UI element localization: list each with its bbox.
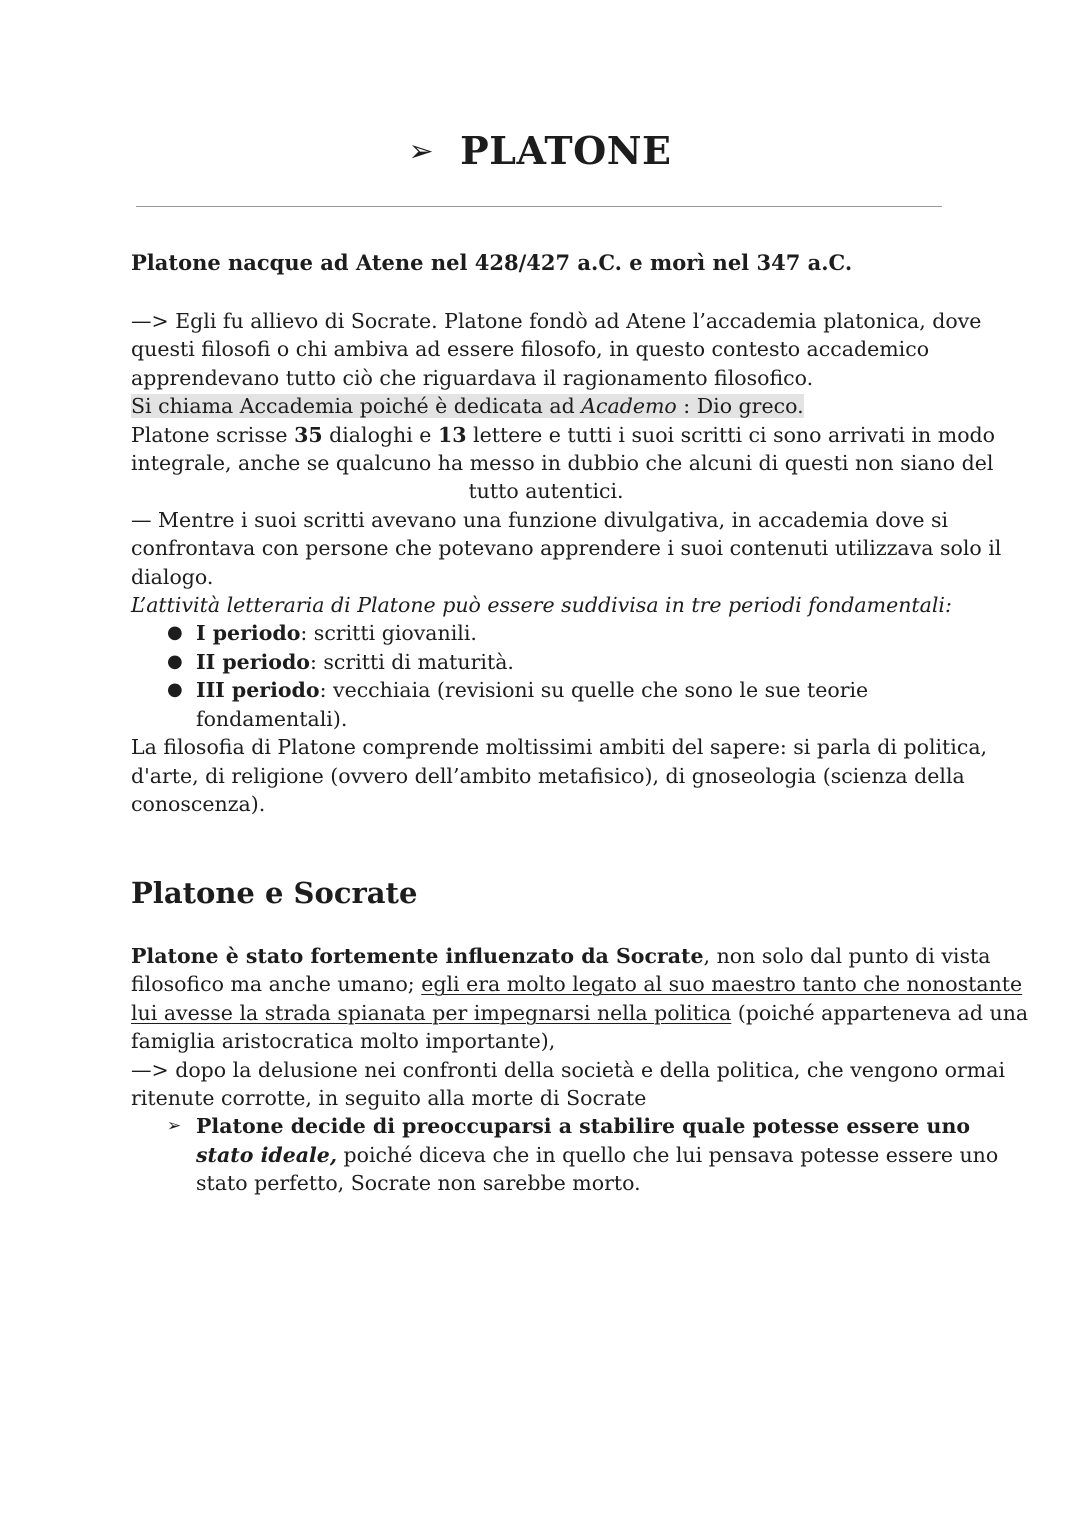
bullet-icon: ● (167, 622, 183, 644)
ideal-state-item: ➢ Platone decide di preoccuparsi a stabilire quale potesse essere uno stato ideale, poiché diceva che in quello che lui pensava potesse essere uno stato perfetto, Socrate non sarebbe morto. (167, 1114, 999, 1196)
list-item: ● III periodo: vecchiaia (revisioni su quelle che sono le sue teorie fondamentali). (167, 678, 869, 731)
list-item: ● I periodo: scritti giovanili. (131, 619, 961, 647)
arrow-bullet-icon: ➢ (408, 134, 435, 169)
paragraph-disappointment: —> dopo la delusione nei confronti della società e della politica, che vengono ormai ritenute corrotte, in seguito alla morte di Socrate (131, 1057, 1006, 1111)
highlighted-sentence: Si chiama Accademia poiché è dedicata ad Academo : Dio greco. (131, 394, 804, 419)
document-title (0, 128, 1080, 178)
arrow-bullet-icon: ➢ (167, 1116, 182, 1137)
title-text: PLATONE (460, 128, 672, 173)
intro-sentence: Platone nacque ad Atene nel 428/427 a.C. e morì nel 347 a.C. (131, 250, 853, 275)
title-divider (136, 206, 942, 207)
section2-body (131, 942, 1029, 1198)
paragraph-dialogue: — Mentre i suoi scritti avevano una funzione divulgativa, in accademia dove si confrontava con persone che potevano apprendere i suoi contenuti utilizzava solo il dialogo. (131, 507, 1002, 589)
section-heading: Platone e Socrate (131, 876, 418, 910)
paragraph-philosophy: La filosofia di Platone comprende moltissimi ambiti del sapere: si parla di politica, d'arte, di religione (ovvero dell’ambito metafisico), di gnoseologia (scienza della conoscenza). (131, 735, 988, 816)
section1-body (131, 307, 1002, 818)
paragraph-influence: Platone è stato fortemente influenzato da Socrate, non solo dal punto di vista filosofico ma anche umano; egli era molto legato al suo maestro tanto che nonostante lui avesse la strada spianata per impegnarsi nella politica (poiché apparteneva ad una famiglia aristocratica molto importante), (131, 944, 1029, 1054)
bullet-icon: ● (167, 650, 183, 672)
bullet-icon: ● (167, 679, 183, 701)
periods-list (131, 619, 961, 733)
list-item: ● II periodo: scritti di maturità. (131, 648, 961, 676)
periods-intro: L’attività letteraria di Platone può essere suddivisa in tre periodi fondamentali: (131, 593, 952, 618)
paragraph-writings: Platone scrisse 35 dialoghi e 13 lettere e tutti i suoi scritti ci sono arrivati in modo integrale, anche se qualcuno ha messo in dubbio che alcuni di questi non siano del tutto autentici. (131, 422, 996, 504)
paragraph-accademia: —> Egli fu allievo di Socrate. Platone fondò ad Atene l’accademia platonica, dove questi filosofi o chi ambiva ad essere filosofo, in questo contesto accademico apprendevano tutto ciò che riguardava il ragionamento filosofico. (131, 309, 982, 390)
